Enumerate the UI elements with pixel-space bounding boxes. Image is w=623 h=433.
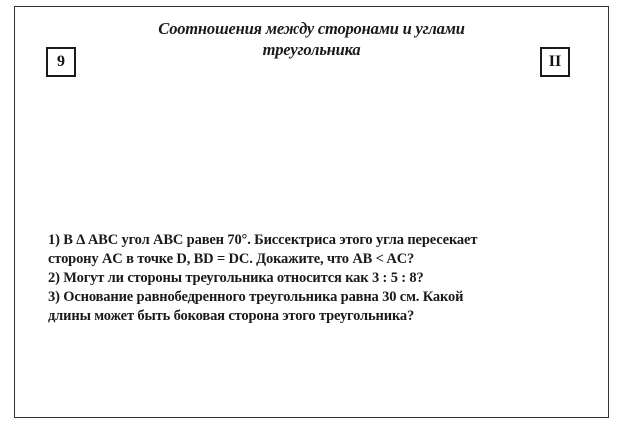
card-title-line-2: треугольника: [262, 40, 361, 59]
grade-box: 9: [46, 47, 76, 77]
task-list: [48, 231, 588, 326]
task-card: [14, 6, 609, 418]
task-3-line-1: 3) Основание равнобедренного треугольника равна 30 см. Какой: [48, 289, 464, 305]
variant-box: II: [540, 47, 570, 77]
task-1-line-2: сторону AC в точке D, BD = DC. Докажите, что AB < AC?: [48, 251, 415, 267]
task-2-line-1: 2) Могут ли стороны треугольника относится как 3 : 5 : 8?: [48, 270, 424, 286]
card-title-line-1: Соотношения между сторонами и углами: [158, 19, 465, 38]
task-1-line-1: 1) В Δ ABC угол ABC равен 70°. Биссектриса этого угла пересекает: [48, 232, 478, 248]
task-3-line-2: длины может быть боковая сторона этого треугольника?: [48, 308, 415, 324]
card-title: [15, 18, 608, 60]
